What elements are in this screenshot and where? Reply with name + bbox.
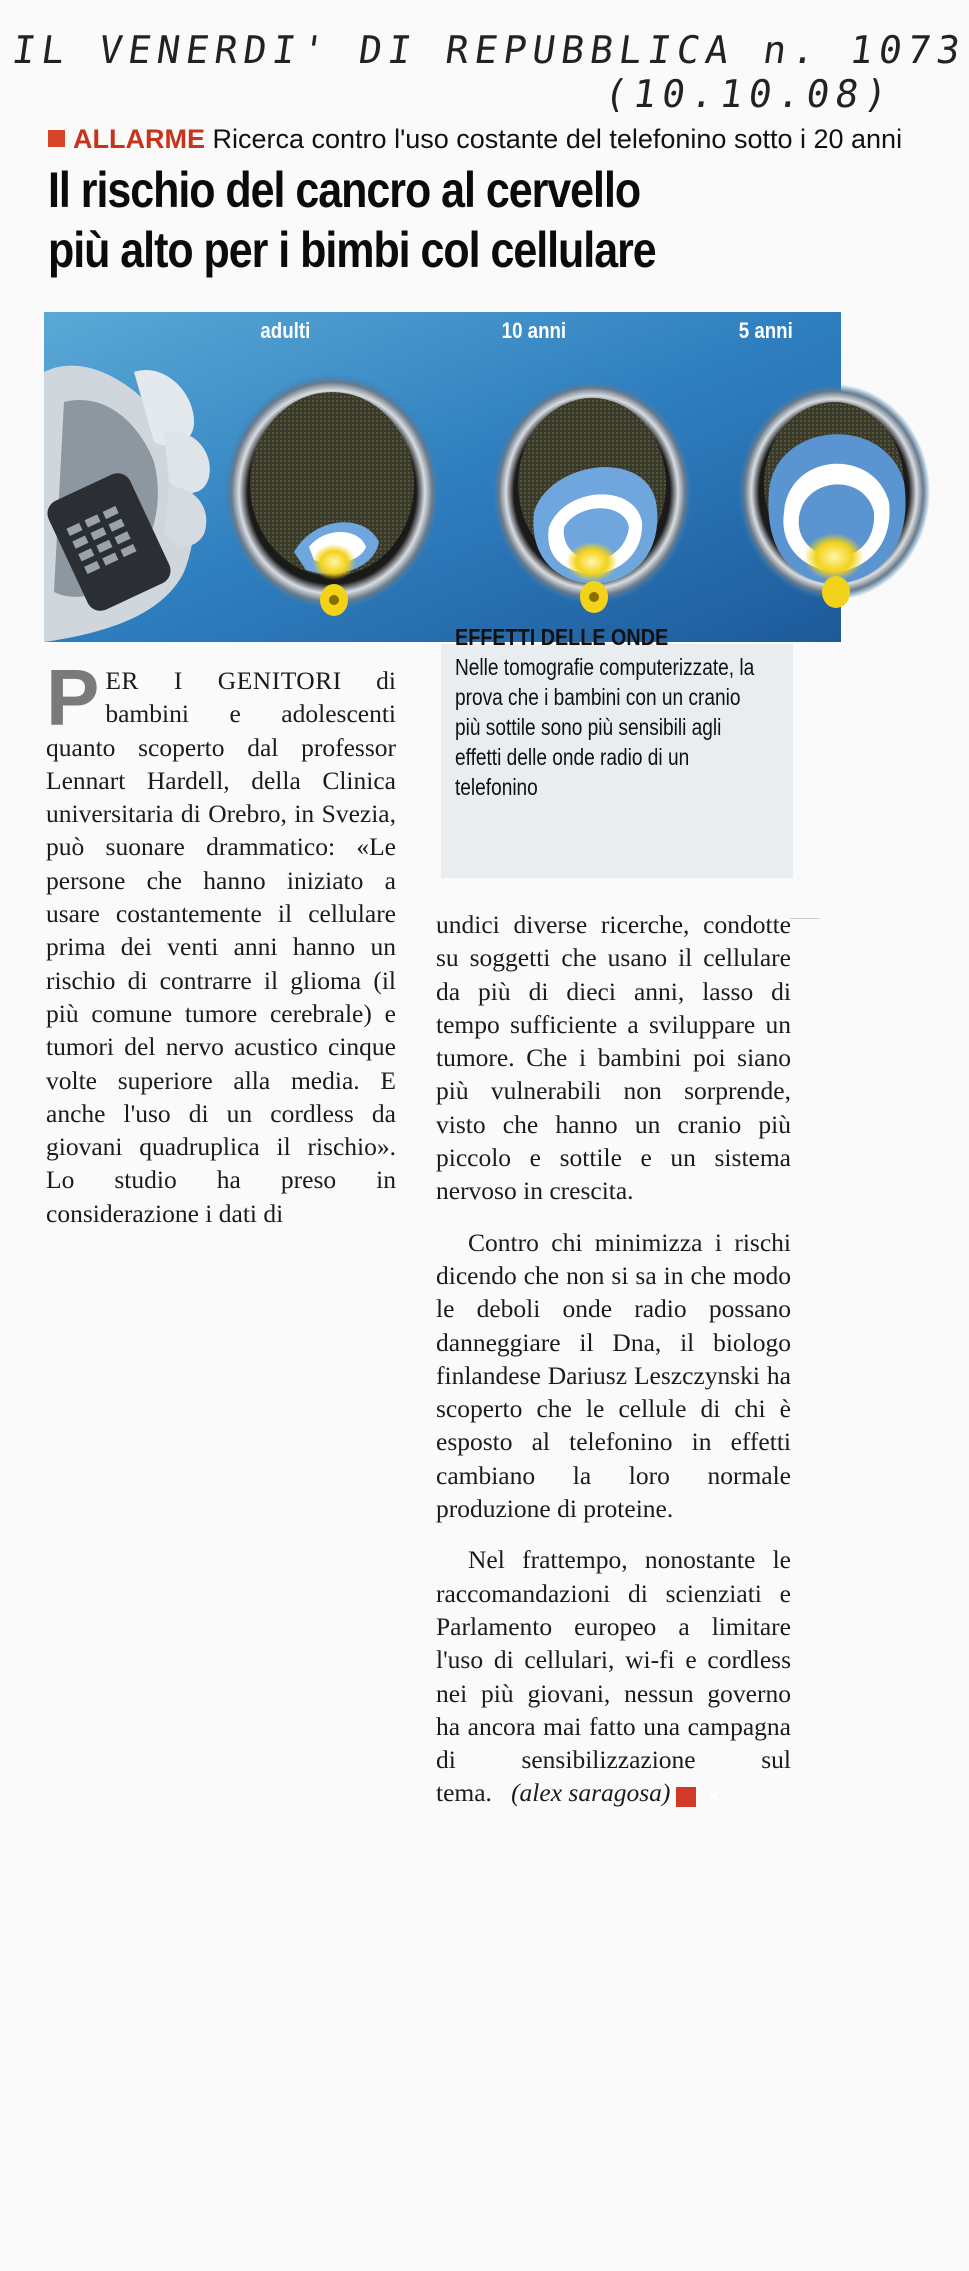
- kicker-square-icon: [48, 130, 65, 147]
- col2-paragraph-2: Contro chi minimizza i rischi dicendo che non si sa in che modo le deboli onde radio possano danneggiare il Dna, il biologo finlandese Dariusz Leszczynski ha scoperto che le cellule di chi è esposto al telefonino in effetti cambiano la loro normale produzione di proteine.: [436, 1227, 791, 1524]
- dropcap: P: [46, 653, 100, 742]
- col2-paragraph-3: [436, 1543, 791, 1809]
- lead-smallcaps: ER I GENITORI: [105, 666, 342, 695]
- caption-text: Nelle tomografie computerizzate, la prova che i bambini con un cranio più sottile sono più sensibili agli effetti delle onde radio di un telefonino: [455, 654, 755, 800]
- article-column-1: [46, 653, 396, 1230]
- headline-line1: Il rischio del cancro al cervello: [48, 162, 641, 218]
- end-mark-icon: ×: [676, 1787, 696, 1807]
- scan-label-5-anni: 5 anni: [738, 318, 793, 343]
- col1-text: di bambini e adolescenti quanto scoperto dal professor Lennart Hardell, della Clinica universitaria di Orebro, in Svezia, può suonare drammatico: «Le persone che hanno iniziato a usare costantemente il cellulare prima dei venti anni hanno un rischio di contrarre il glioma (il più comune tumore cerebrale) e tumori del nervo acustico cinque volte superiore alla media. E anche l'uso di un cordless da giovani quadruplica il rischio». Lo studio ha preso in considerazione i dati di: [46, 666, 396, 1228]
- kicker-tag: ALLARME: [73, 124, 205, 154]
- byline: (alex saragosa): [511, 1778, 671, 1808]
- brain-scan-photo: [44, 312, 841, 642]
- kicker-text: Ricerca contro l'uso costante del telefonino sotto i 20 anni: [212, 124, 903, 154]
- scan-label-10-anni: 10 anni: [501, 318, 567, 343]
- headline-line2: più alto per i bimbi col cellulare: [48, 222, 656, 278]
- column-rule: [790, 918, 820, 919]
- col2-paragraph-1: undici diverse ricerche, condotte su soggetti che usano il cellulare da più di dieci anni, lasso di tempo sufficiente a sviluppare un tumore. Che i bambini poi siano più vulnerabili non sorprende, visto che hanno un cranio più piccolo e sottile e un sistema nervoso in crescita.: [436, 910, 791, 1206]
- caption-title: EFFETTI DELLE ONDE: [455, 624, 669, 650]
- kicker: [48, 124, 902, 155]
- source-note-line1: IL VENERDI' DI REPUBBLICA n. 1073: [9, 28, 969, 72]
- article-lead-paragraph: [46, 653, 396, 1230]
- scan-label-adulti: adulti: [260, 318, 311, 343]
- scan-illustration: [44, 312, 841, 642]
- handwritten-source-note: [0, 28, 969, 138]
- article-column-2: [436, 908, 791, 1810]
- headline: [48, 160, 727, 280]
- source-note-date: (10.10.08): [601, 72, 897, 116]
- col2-p3-text: Nel frattempo, nonostante le raccomandazioni di scienziati e Parlamento europeo a limitare l'uso di cellulari, wi-fi e cordless nei più giovani, nessun governo ha ancora mai fatto una campagna di sensibilizzazione sul tema.: [436, 1545, 791, 1808]
